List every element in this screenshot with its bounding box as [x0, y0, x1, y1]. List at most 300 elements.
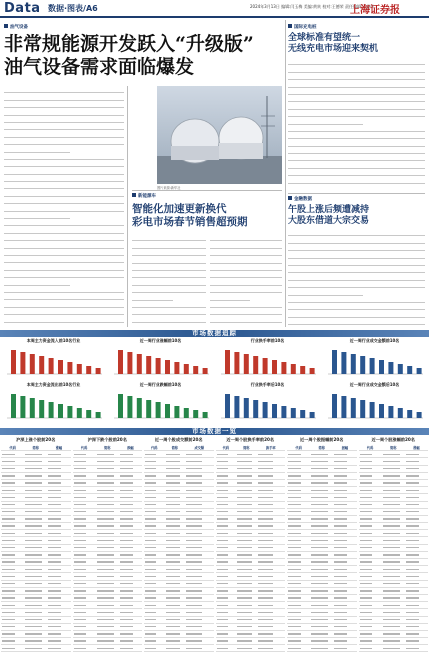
table-cell: [47, 465, 70, 472]
text-line: [210, 315, 282, 322]
table-cell: [185, 494, 213, 501]
table-cell: [47, 630, 70, 637]
table-cell: [47, 573, 70, 580]
mini-chart-bar: [360, 400, 365, 418]
table-row: [73, 616, 143, 623]
table-cell: [24, 530, 47, 537]
table-row: [287, 616, 357, 623]
table-cell: [24, 465, 47, 472]
table-cell: [1, 544, 24, 551]
table-cell: [165, 616, 186, 623]
table-cell: [24, 645, 47, 652]
table-cell: [257, 487, 285, 494]
table-cell: [359, 465, 382, 472]
table-cell: [185, 487, 213, 494]
table-cell: [333, 559, 356, 566]
mini-chart-bar: [58, 360, 63, 374]
lead-photo: [157, 86, 282, 184]
table-cell: [257, 458, 285, 465]
table-cell: [382, 580, 405, 587]
table-cell: [73, 508, 96, 515]
table-header: 简称: [24, 444, 47, 451]
table-cell: [382, 472, 405, 479]
table-cell: [287, 494, 310, 501]
table-row: [359, 645, 429, 652]
table-cell: [333, 487, 356, 494]
table-row: [1, 494, 71, 501]
table-cell: [185, 530, 213, 537]
table-cell: [405, 580, 428, 587]
table-cell: [310, 472, 333, 479]
table-cell: [405, 501, 428, 508]
table-cell: [47, 623, 70, 630]
table-cell: [310, 638, 333, 645]
table-cell: [73, 623, 96, 630]
table-row: [216, 458, 286, 465]
mini-chart-bar: [351, 354, 356, 374]
table-cell: [236, 551, 257, 558]
table-cell: [96, 587, 119, 594]
table-cell: [405, 451, 428, 458]
table-cell: [119, 530, 142, 537]
mini-chart-plot: [110, 388, 211, 424]
table-row: [216, 523, 286, 530]
table-cell: [47, 487, 70, 494]
table-cell: [47, 616, 70, 623]
table-cell: [359, 537, 382, 544]
table-cell: [236, 573, 257, 580]
table-row: [73, 479, 143, 486]
table-cell: [24, 573, 47, 580]
text-line: [132, 293, 173, 300]
text-line: [210, 286, 282, 293]
text-line: [288, 95, 425, 102]
table-cell: [47, 645, 70, 652]
table-cell: [236, 494, 257, 501]
text-line: [288, 125, 425, 132]
mini-chart-bar: [291, 364, 296, 374]
table-row: [216, 494, 286, 501]
table-cell: [236, 523, 257, 530]
table-row: [73, 515, 143, 522]
mini-chart-bar: [174, 406, 179, 418]
table-cell: [382, 566, 405, 573]
mini-chart-bar: [379, 404, 384, 418]
text-line: [4, 315, 124, 322]
table-row: [144, 530, 214, 537]
table-cell: [310, 630, 333, 637]
table-row: [144, 479, 214, 486]
table-cell: [405, 616, 428, 623]
table-cell: [185, 587, 213, 594]
mini-chart-bar: [310, 368, 315, 374]
text-line: [288, 147, 425, 154]
table-row: [73, 566, 143, 573]
right1-kicker: 国际充电桩: [288, 24, 317, 30]
table-cell: [333, 587, 356, 594]
table-header: 代码: [1, 444, 24, 451]
market-band-tables: 市场数据一览: [0, 428, 429, 435]
table-cell: [24, 515, 47, 522]
table-cell: [47, 638, 70, 645]
table-cell: [310, 487, 333, 494]
table-row: [359, 544, 429, 551]
table-cell: [382, 551, 405, 558]
mini-chart-bar: [300, 410, 305, 418]
table-cell: [382, 594, 405, 601]
table-row: [216, 551, 286, 558]
table-cell: [382, 523, 405, 530]
table-row: [359, 609, 429, 616]
table-cell: [96, 566, 119, 573]
table-cell: [144, 602, 165, 609]
table-cell: [359, 623, 382, 630]
text-line: [210, 256, 282, 263]
table-row: [1, 638, 71, 645]
text-line: [288, 318, 425, 325]
table-cell: [185, 451, 213, 458]
mini-chart-plot: [217, 344, 318, 380]
table-row: [287, 501, 357, 508]
text-line: [210, 293, 250, 300]
text-line: [4, 263, 124, 270]
table-cell: [96, 559, 119, 566]
table-cell: [236, 566, 257, 573]
mini-chart-bar: [30, 398, 35, 418]
table-header: 成交额: [185, 444, 213, 451]
table-header: 代码: [359, 444, 382, 451]
table-row: [144, 487, 214, 494]
table-row: [287, 623, 357, 630]
text-line: [210, 301, 282, 308]
text-line: [4, 293, 124, 300]
table-cell: [47, 530, 70, 537]
text-line: [210, 323, 282, 327]
table-cell: [119, 458, 142, 465]
mini-chart-bar: [137, 398, 142, 418]
table-cell: [405, 458, 428, 465]
table-cell: [333, 630, 356, 637]
table-header: 简称: [382, 444, 405, 451]
table-row: [144, 587, 214, 594]
table-cell: [47, 537, 70, 544]
mini-chart: [3, 382, 104, 424]
table-cell: [359, 515, 382, 522]
table-row: [73, 559, 143, 566]
mini-chart-bar: [49, 402, 54, 418]
section-label: 数据·图表/A6: [48, 4, 98, 13]
table-cell: [287, 630, 310, 637]
table-cell: [119, 551, 142, 558]
table-cell: [165, 544, 186, 551]
table-cell: [257, 515, 285, 522]
table-cell: [382, 494, 405, 501]
table-cell: [310, 602, 333, 609]
table-cell: [144, 566, 165, 573]
table-cell: [310, 587, 333, 594]
table-row: [359, 523, 429, 530]
text-line: [210, 278, 282, 285]
table-cell: [287, 523, 310, 530]
mini-chart: [324, 382, 425, 424]
table-cell: [236, 501, 257, 508]
ev-body-column-1: [132, 234, 206, 327]
table-cell: [405, 587, 428, 594]
table-cell: [73, 494, 96, 501]
table-cell: [73, 465, 96, 472]
table-row: [359, 508, 429, 515]
table-cell: [405, 472, 428, 479]
table-cell: [1, 487, 24, 494]
table-cell: [144, 645, 165, 652]
text-line: [288, 296, 425, 303]
table-row: [73, 630, 143, 637]
table-cell: [216, 508, 237, 515]
table-cell: [144, 573, 165, 580]
table-cell: [236, 530, 257, 537]
mini-chart-bar: [118, 350, 123, 374]
table-cell: [144, 559, 165, 566]
table-cell: [165, 559, 186, 566]
table-row: [73, 638, 143, 645]
table-cell: [405, 494, 428, 501]
text-line: [210, 234, 282, 241]
table-cell: [405, 594, 428, 601]
table-cell: [96, 544, 119, 551]
table-cell: [405, 523, 428, 530]
table-cell: [119, 465, 142, 472]
table-row: [1, 551, 71, 558]
text-line: [4, 249, 124, 256]
mini-chart-bar: [165, 360, 170, 374]
table-title: 近一周个股振幅前20名: [299, 437, 344, 442]
table-cell: [119, 487, 142, 494]
table-cell: [24, 623, 47, 630]
table-row: [1, 645, 71, 652]
table-cell: [165, 630, 186, 637]
ev-kicker: 新能源车: [132, 193, 156, 199]
table-cell: [119, 594, 142, 601]
table-cell: [310, 594, 333, 601]
mini-chart-bar: [234, 396, 239, 418]
table-cell: [144, 458, 165, 465]
table-row: [144, 508, 214, 515]
table-row: [287, 523, 357, 530]
table-cell: [382, 515, 405, 522]
table-cell: [382, 530, 405, 537]
mini-chart-title: 本周主力资金流出前10名行业: [26, 382, 81, 387]
mini-chart-bar: [11, 350, 16, 374]
table-cell: [24, 566, 47, 573]
text-line: [288, 88, 425, 95]
table-cell: [24, 544, 47, 551]
table-cell: [359, 580, 382, 587]
table-header: 涨幅: [405, 444, 428, 451]
table-cell: [359, 451, 382, 458]
table-row: [73, 587, 143, 594]
table-cell: [1, 465, 24, 472]
table-cell: [236, 609, 257, 616]
text-line: [4, 212, 70, 219]
table-row: [359, 515, 429, 522]
table-cell: [359, 566, 382, 573]
table-row: [144, 537, 214, 544]
table-cell: [405, 465, 428, 472]
table-row: [216, 630, 286, 637]
table-cell: [216, 559, 237, 566]
text-line: [288, 244, 425, 251]
table-row: [359, 458, 429, 465]
table-row: [216, 472, 286, 479]
text-line: [132, 286, 206, 293]
table-cell: [257, 465, 285, 472]
table-cell: [119, 645, 142, 652]
table-cell: [185, 559, 213, 566]
text-line: [4, 123, 124, 130]
table-cell: [359, 551, 382, 558]
table-cell: [119, 494, 142, 501]
table-row: [1, 616, 71, 623]
table-row: [359, 623, 429, 630]
mini-chart-bar: [184, 408, 189, 418]
table-cell: [47, 451, 70, 458]
table-cell: [144, 523, 165, 530]
table-header: 代码: [73, 444, 96, 451]
table-row: [216, 559, 286, 566]
table-cell: [310, 515, 333, 522]
table-cell: [405, 544, 428, 551]
table-cell: [144, 580, 165, 587]
table-row: [73, 465, 143, 472]
mini-chart-bar: [263, 402, 268, 418]
table-cell: [405, 623, 428, 630]
text-line: [288, 65, 425, 72]
table-row: [1, 630, 71, 637]
table-row: [73, 501, 143, 508]
mini-chart-bar: [310, 412, 315, 418]
table-cell: [382, 638, 405, 645]
table-row: [216, 479, 286, 486]
table-row: [287, 587, 357, 594]
table-header: 涨幅: [47, 444, 70, 451]
table-row: [359, 573, 429, 580]
table-cell: [73, 587, 96, 594]
table-title: 近一周个股换手率前20名: [226, 437, 275, 442]
table-cell: [287, 559, 310, 566]
text-line: [210, 241, 282, 248]
table-row: [73, 472, 143, 479]
table-cell: [165, 573, 186, 580]
table-cell: [310, 566, 333, 573]
table-row: [73, 602, 143, 609]
column-rule: [127, 86, 128, 327]
mini-chart-bar: [39, 356, 44, 374]
table-cell: [236, 630, 257, 637]
table-row: [359, 465, 429, 472]
table-row: [216, 609, 286, 616]
table-cell: [144, 551, 165, 558]
mini-chart-bar: [407, 366, 412, 374]
table-cell: [216, 537, 237, 544]
mini-chart-plot: [3, 344, 104, 380]
table-cell: [165, 602, 186, 609]
table-cell: [359, 587, 382, 594]
mini-chart-bar: [184, 364, 189, 374]
table-cell: [359, 594, 382, 601]
mini-chart-bar: [58, 404, 63, 418]
table-cell: [185, 573, 213, 580]
mini-chart-bar: [281, 406, 286, 418]
table-cell: [144, 616, 165, 623]
table-row: [359, 594, 429, 601]
text-line: [288, 102, 425, 109]
table-cell: [1, 551, 24, 558]
mini-chart-bar: [417, 368, 422, 374]
table-cell: [47, 501, 70, 508]
table-cell: [310, 465, 333, 472]
table-cell: [165, 479, 186, 486]
lead-body-column-1: [4, 86, 124, 327]
mini-chart-title: 近一周行业涨幅前10名: [139, 338, 182, 343]
photo-caption: 图片来源:新华社: [157, 186, 181, 190]
text-line: [288, 281, 425, 288]
table-cell: [257, 494, 285, 501]
table-cell: [216, 501, 237, 508]
table-cell: [1, 501, 24, 508]
table-cell: [144, 537, 165, 544]
table-cell: [47, 609, 70, 616]
table-cell: [144, 451, 165, 458]
table-cell: [165, 623, 186, 630]
table-cell: [144, 587, 165, 594]
table-cell: [216, 479, 237, 486]
table-title: 近一周个股成交额前20名: [154, 437, 203, 442]
table-cell: [310, 609, 333, 616]
table-cell: [382, 465, 405, 472]
table-cell: [185, 465, 213, 472]
table-row: [359, 638, 429, 645]
table-cell: [310, 580, 333, 587]
table-cell: [216, 602, 237, 609]
table-row: [1, 523, 71, 530]
table-row: [144, 638, 214, 645]
mini-chart-title: 本周主力资金流入前10名行业: [26, 338, 81, 343]
table-cell: [119, 544, 142, 551]
table-cell: [24, 638, 47, 645]
table-cell: [310, 544, 333, 551]
text-line: [210, 308, 282, 315]
table-cell: [1, 587, 24, 594]
table-cell: [24, 451, 47, 458]
text-line: [288, 310, 425, 317]
mini-chart-bar: [388, 362, 393, 374]
table-row: [144, 544, 214, 551]
mini-chart-bar: [86, 366, 91, 374]
text-line: [132, 315, 206, 322]
mini-chart-bar: [281, 362, 286, 374]
table-cell: [47, 458, 70, 465]
table-cell: [185, 472, 213, 479]
table-cell: [73, 566, 96, 573]
table-cell: [47, 566, 70, 573]
table-cell: [24, 580, 47, 587]
table-cell: [287, 487, 310, 494]
table-cell: [236, 645, 257, 652]
table-cell: [47, 594, 70, 601]
table-row: [1, 537, 71, 544]
table-cell: [236, 479, 257, 486]
table-cell: [257, 530, 285, 537]
